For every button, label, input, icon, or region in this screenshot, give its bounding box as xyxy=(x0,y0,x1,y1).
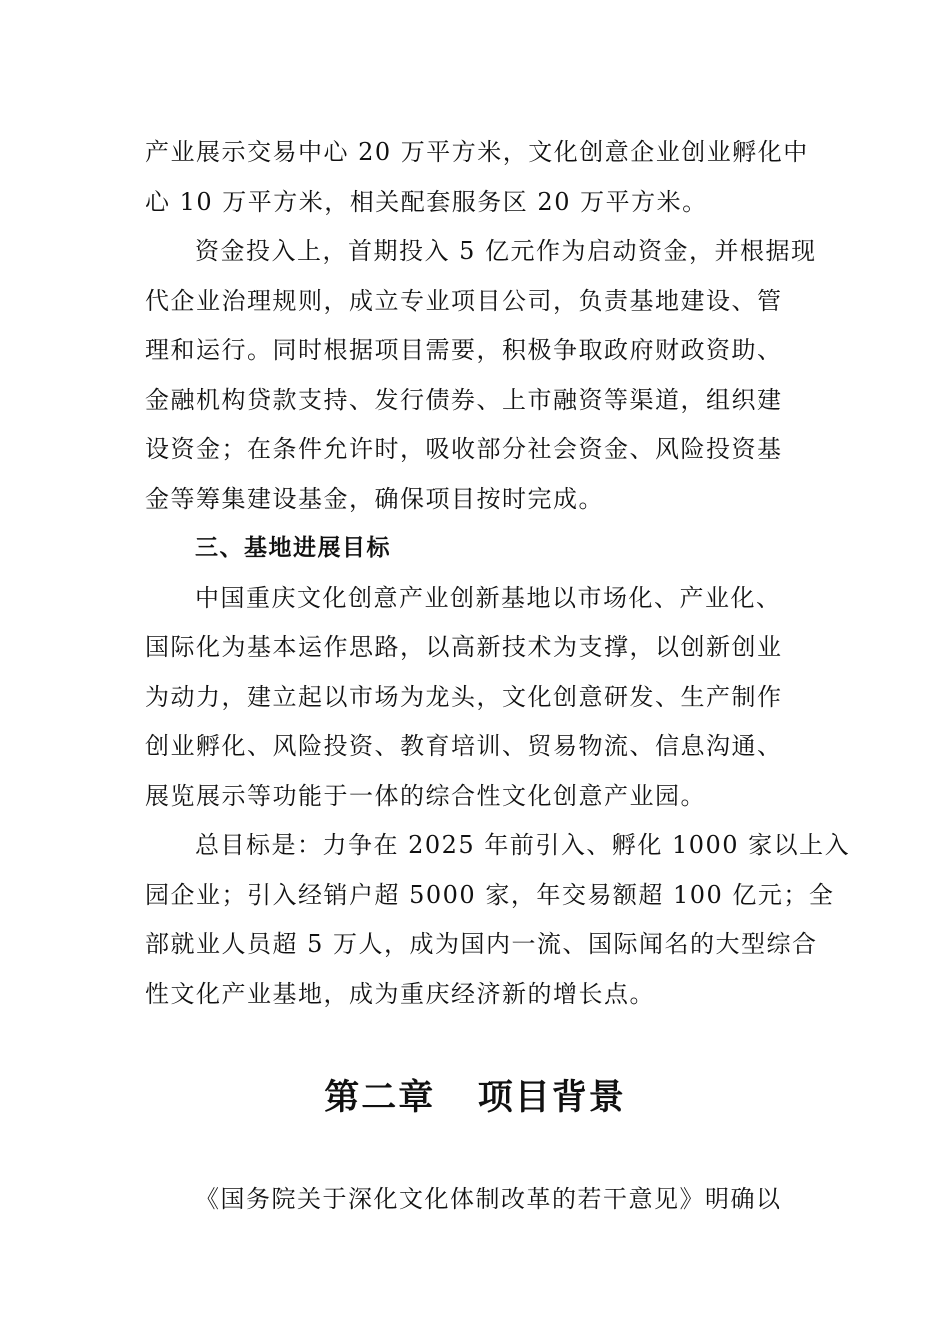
paragraph-funding xyxy=(145,227,817,524)
paragraph-overall-goal xyxy=(145,821,851,1019)
text-line: 《国务院关于深化文化体制改革的若干意见》明确以 xyxy=(195,1185,782,1213)
text-line: 创业孵化、风险投资、教育培训、贸易物流、信息沟通、 xyxy=(145,732,783,760)
paragraph-base-overview xyxy=(145,574,808,822)
text-line: 总目标是：力争在 2025 年前引入、孵化 1000 家以上入 xyxy=(195,831,851,859)
document-body xyxy=(145,128,851,1019)
chapter-title: 第二章 项目背景 xyxy=(324,1078,626,1118)
text-line: 产业展示交易中心 20 万平方米，文化创意企业创业孵化中 xyxy=(145,138,809,166)
text-line: 金融机构贷款支持、发行债券、上市融资等渠道，组织建 xyxy=(145,385,783,414)
text-line: 心 10 万平方米，相关配套服务区 20 万平方米。 xyxy=(145,187,708,216)
text-line: 设资金；在条件允许时，吸收部分社会资金、风险投资基 xyxy=(145,435,783,463)
text-line: 部就业人员超 5 万人，成为国内一流、国际闻名的大型综合 xyxy=(145,930,818,958)
text-line: 展览展示等功能于一体的综合性文化创意产业园。 xyxy=(145,781,706,810)
text-line: 为动力，建立起以市场为龙头，文化创意研发、生产制作 xyxy=(145,682,783,711)
paragraph-continued xyxy=(145,128,808,227)
text-line: 理和运行。同时根据项目需要，积极争取政府财政资助、 xyxy=(145,336,783,364)
text-line: 金等筹集建设基金，确保项目按时完成。 xyxy=(145,484,604,513)
text-line: 资金投入上，首期投入 5 亿元作为启动资金，并根据现 xyxy=(195,237,817,265)
text-line: 代企业治理规则，成立专业项目公司，负责基地建设、管 xyxy=(145,286,783,315)
text-line: 性文化产业基地，成为重庆经济新的增长点。 xyxy=(145,979,655,1008)
text-line: 国际化为基本运作思路，以高新技术为支撑，以创新创业 xyxy=(145,633,783,661)
section-heading: 三、基地进展目标 xyxy=(195,535,391,561)
paragraph-background xyxy=(145,1175,808,1225)
text-line: 园企业；引入经销户超 5000 家，年交易额超 100 亿元；全 xyxy=(145,880,835,909)
text-line: 中国重庆文化创意产业创新基地以市场化、产业化、 xyxy=(195,583,782,612)
